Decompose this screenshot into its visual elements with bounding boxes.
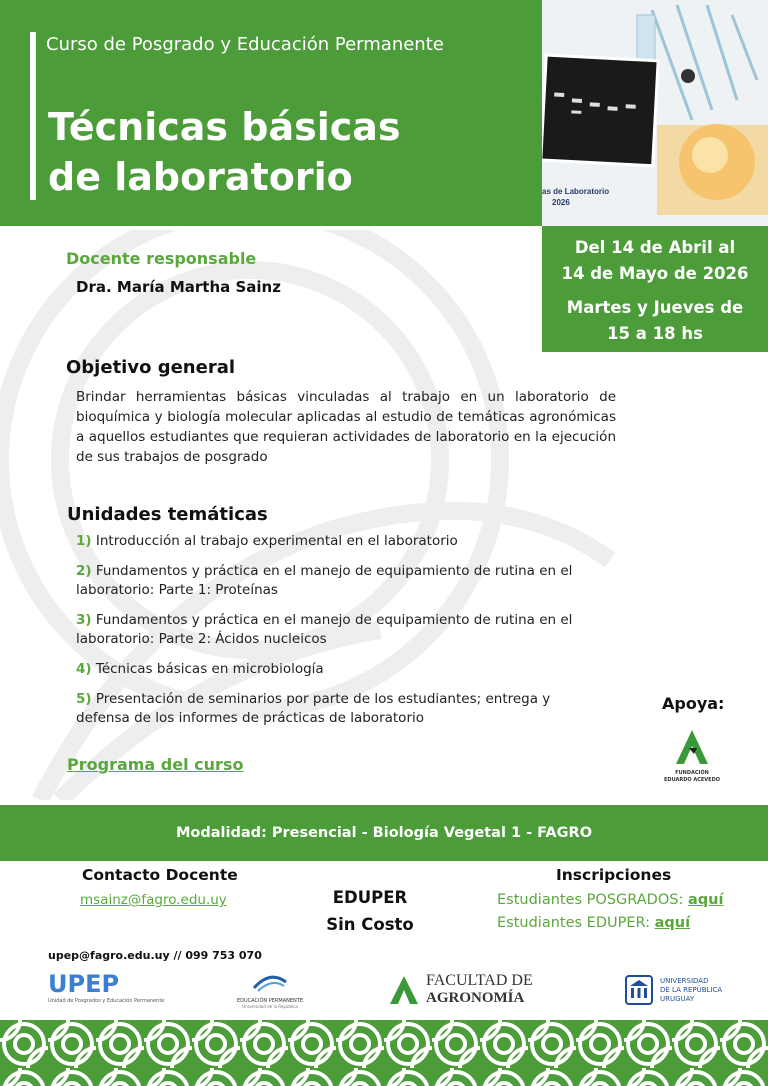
- educacion-permanente-icon: [250, 972, 290, 994]
- fundacion-logo-icon: [672, 726, 712, 766]
- unit-text: Introducción al trabajo experimental en el laboratorio: [95, 533, 458, 549]
- inscription-eduper: [497, 915, 690, 931]
- unit-number: 3): [76, 612, 92, 628]
- unit-item: [76, 562, 586, 600]
- unit-text: Fundamentos y práctica en el manejo de equipamiento de rutina en el laboratorio: Parte 2: Ácidos nucleicos: [76, 612, 573, 647]
- program-link[interactable]: Programa del curso: [67, 755, 244, 774]
- unit-number: 4): [76, 661, 92, 677]
- upep-logo-wordmark: UPEP: [48, 970, 120, 998]
- upep-logo-caption: Unidad de Posgrados y Educación Permanente: [48, 998, 165, 1004]
- objective-text: Brindar herramientas básicas vinculadas al trabajo en un laboratorio de bioquímica y biología molecular aplicadas al estudio de temáticas agronómicas a aquellos estudiantes que requieran actividades de laboratorio en la ejecución de sus trabajos de posgrado: [76, 389, 616, 465]
- date-range-line-2: 14 de Mayo de 2026: [561, 264, 749, 283]
- footer-pattern-graphic: [0, 1020, 768, 1086]
- unit-item: [76, 690, 586, 728]
- footer-pattern: [0, 1020, 768, 1086]
- educacion-permanente-caption: Universidad de la República: [242, 1004, 298, 1009]
- course-title: [48, 102, 401, 202]
- fagro-logo-line-1: FACULTAD DE: [426, 972, 533, 989]
- schedule-line-1: Martes y Jueves de: [566, 298, 744, 317]
- unit-number: 1): [76, 533, 92, 549]
- fagro-logo-line-2: AGRONOMÍA: [426, 990, 525, 1006]
- upep-logo-text: [48, 970, 164, 998]
- unit-text: Presentación de seminarios por parte de los estudiantes; entrega y defensa de los informes de prácticas de laboratorio: [76, 691, 551, 726]
- udelar-logo-text: [660, 977, 722, 1004]
- schedule-line-2: 15 a 18 hs: [607, 324, 703, 343]
- footer-contact: upep@fagro.edu.uy // 099 753 070: [48, 949, 262, 962]
- inscription-posgrado-label: Estudiantes POSGRADOS:: [497, 892, 684, 908]
- lab-photo-collage: [542, 0, 768, 226]
- udelar-logo-line-1: UNIVERSIDAD: [660, 977, 709, 985]
- inscriptions-heading: Inscripciones: [556, 866, 672, 884]
- udelar-logo-line-3: URUGUAY: [660, 995, 695, 1003]
- fundacion-logo-line-1: FUNDACIÓN: [675, 770, 709, 776]
- photo-caption-line-2: 2026: [552, 198, 570, 207]
- support-label: Apoya:: [662, 694, 725, 713]
- eduper-cost-line-1: EDUPER: [332, 888, 408, 907]
- header-accent-bar: [30, 32, 36, 200]
- fundacion-logo: [660, 726, 724, 786]
- course-title-line-1: Técnicas básicas: [48, 105, 401, 149]
- educacion-permanente-logo: [225, 972, 315, 1009]
- unit-number: 5): [76, 691, 92, 707]
- course-title-line-2: de laboratorio: [48, 155, 353, 199]
- contact-heading: Contacto Docente: [82, 866, 238, 884]
- inscription-eduper-link[interactable]: aquí: [654, 915, 691, 931]
- unit-item: [76, 532, 586, 551]
- unit-text: Fundamentos y práctica en el manejo de equipamiento de rutina en el laboratorio: Parte 1: Proteínas: [76, 563, 573, 598]
- modality-band: Modalidad: Presencial - Biología Vegetal 1 - FAGRO: [0, 805, 768, 861]
- header-photo: [542, 0, 768, 226]
- inscription-posgrado-link[interactable]: aquí: [687, 892, 724, 908]
- udelar-logo-line-2: DE LA REPÚBLICA: [660, 986, 723, 994]
- educacion-permanente-text: EDUCACIÓN PERMANENTE: [237, 998, 303, 1004]
- unit-item: [76, 611, 586, 649]
- unit-item: [76, 660, 586, 679]
- fundacion-logo-line-2: EDUARDO ACEVEDO: [664, 777, 720, 783]
- inscription-eduper-label: Estudiantes EDUPER:: [497, 915, 651, 931]
- upep-logo: [48, 970, 164, 1004]
- unit-text: Técnicas básicas en microbiología: [95, 661, 324, 677]
- eduper-cost-line-2: Sin Costo: [326, 915, 414, 934]
- fagro-logo-icon: [388, 974, 420, 1006]
- units-list: [76, 532, 586, 739]
- teacher-heading: Docente responsable: [66, 249, 257, 268]
- inscription-posgrado: [497, 892, 723, 908]
- udelar-logo-icon: [624, 974, 654, 1006]
- objective-heading: Objetivo general: [66, 357, 236, 378]
- header-subtitle: Curso de Posgrado y Educación Permanente: [46, 34, 444, 55]
- contact-email-link[interactable]: msainz@fagro.edu.uy: [80, 892, 227, 908]
- date-range-line-1: Del 14 de Abril al: [574, 238, 736, 257]
- unit-number: 2): [76, 563, 92, 579]
- teacher-name: Dra. María Martha Sainz: [76, 278, 281, 296]
- units-heading: Unidades temáticas: [67, 504, 268, 525]
- date-box: [542, 226, 768, 352]
- photo-caption-line-1: as de Laboratorio: [542, 187, 610, 196]
- eduper-cost: [300, 884, 440, 938]
